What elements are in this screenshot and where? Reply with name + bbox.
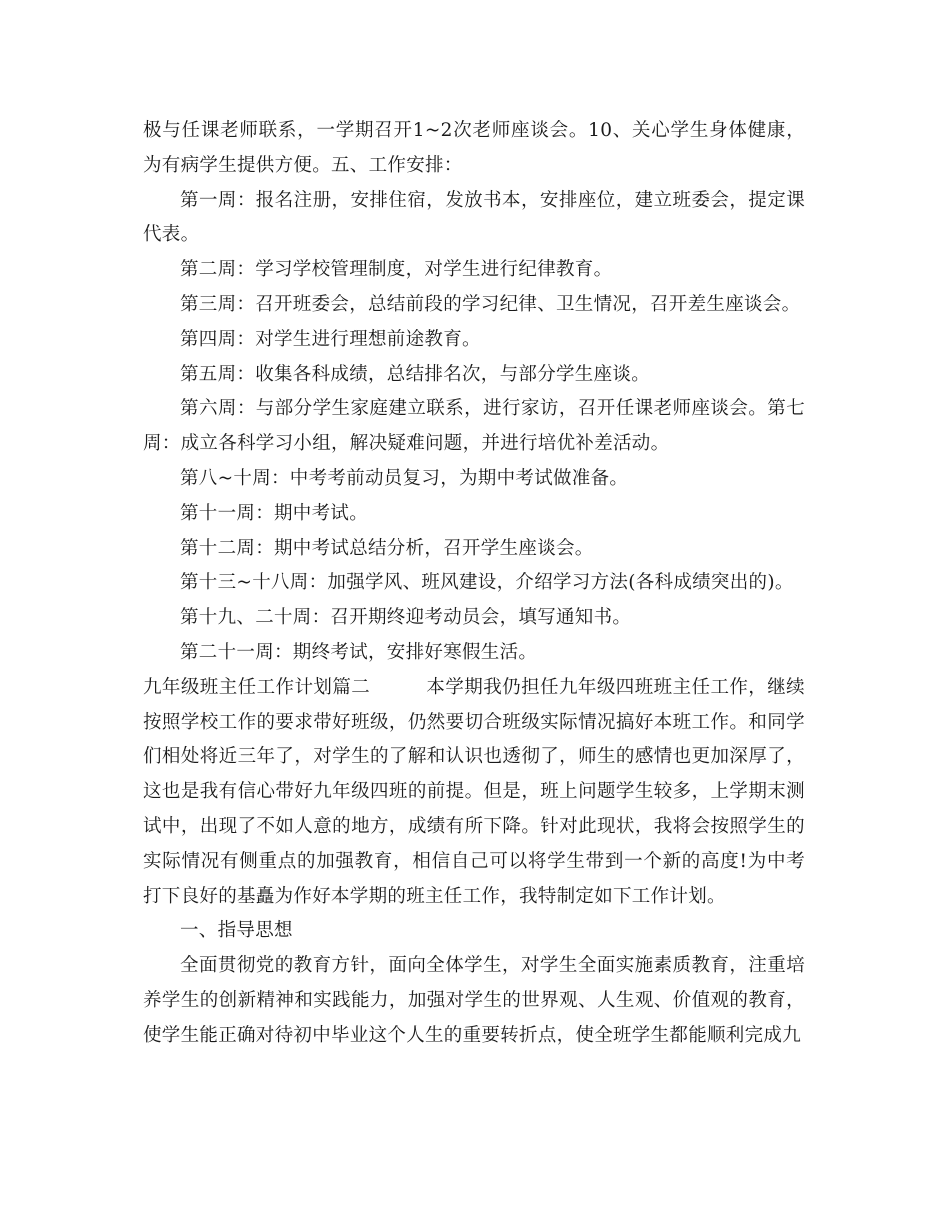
guiding-heading: 一、指导思想 xyxy=(180,920,293,942)
paragraph: 第六周：与部分学生家庭建立联系，进行家访，召开任课老师座谈会。第七周：成立各科学习小组，解决疑难问题，并进行培优补差活动。 xyxy=(143,398,805,455)
paragraph: 第三周：召开班委会，总结前段的学习纪律、卫生情况，召开差生座谈会。 xyxy=(180,293,801,315)
paragraph: 第十九、二十周：召开期终迎考动员会，填写通知书。 xyxy=(180,607,632,629)
section-two-body: 本学期我仍担任九年级四班班主任工作，继续按照学校工作的要求带好班级，仍然要切合班级实际情况搞好本班工作。和同学们相处将近三年了，对学生的了解和认识也透彻了，师生的感情也更加深厚了，这也是我有信心带好九年级四班的前提。但是，班上问题学生较多，上学期末测试中，出现了不如人意的地方，成绩有所下降。针对此现状，我将会按照学生的实际情况有侧重点的加强教育，相信自己可以将学生带到一个新的高度!为中考打下良好的基矗为作好本学期的班主任工作，我特制定如下工作计划。 xyxy=(143,676,805,907)
paragraph: 极与任课老师联系，一学期召开1~2次老师座谈会。10、关心学生身体健康，为有病学生提供方便。五、工作安排： xyxy=(143,120,805,176)
paragraph: 第二周：学习学校管理制度，对学生进行纪律教育。 xyxy=(180,259,613,281)
paragraph: 第十二周：期中考试总结分析，召开学生座谈会。 xyxy=(180,537,594,559)
paragraph: 第八~十周：中考考前动员复习，为期中考试做准备。 xyxy=(180,467,629,489)
paragraph: 第五周：收集各科成绩，总结排名次，与部分学生座谈。 xyxy=(180,363,651,385)
section-two-heading: 九年级班主任工作计划篇二 xyxy=(143,676,371,698)
paragraph-list xyxy=(143,114,805,671)
paragraph: 第十三~十八周：加强学风、班风建设，介绍学习方法(各科成绩突出的)。 xyxy=(180,572,794,594)
section-two-paragraph xyxy=(143,671,805,915)
paragraph: 第四周：对学生进行理想前途教育。 xyxy=(180,328,481,350)
paragraph: 第一周：报名注册，安排住宿，发放书本，安排座位，建立班委会，提定课代表。 xyxy=(143,189,805,246)
guiding-body: 全面贯彻党的教育方针，面向全体学生，对学生全面实施素质教育，注重培养学生的创新精神和实践能力，加强对学生的世界观、人生观、价值观的教育，使学生能正确对待初中毕业这个人生的重要转折点，使全班学生都能顺利完成九 xyxy=(143,955,805,1046)
paragraph: 第十一周：期中考试。 xyxy=(180,502,369,524)
document-page xyxy=(143,114,805,1054)
paragraph: 第二十一周：期终考试，安排好寒假生活。 xyxy=(180,641,538,663)
